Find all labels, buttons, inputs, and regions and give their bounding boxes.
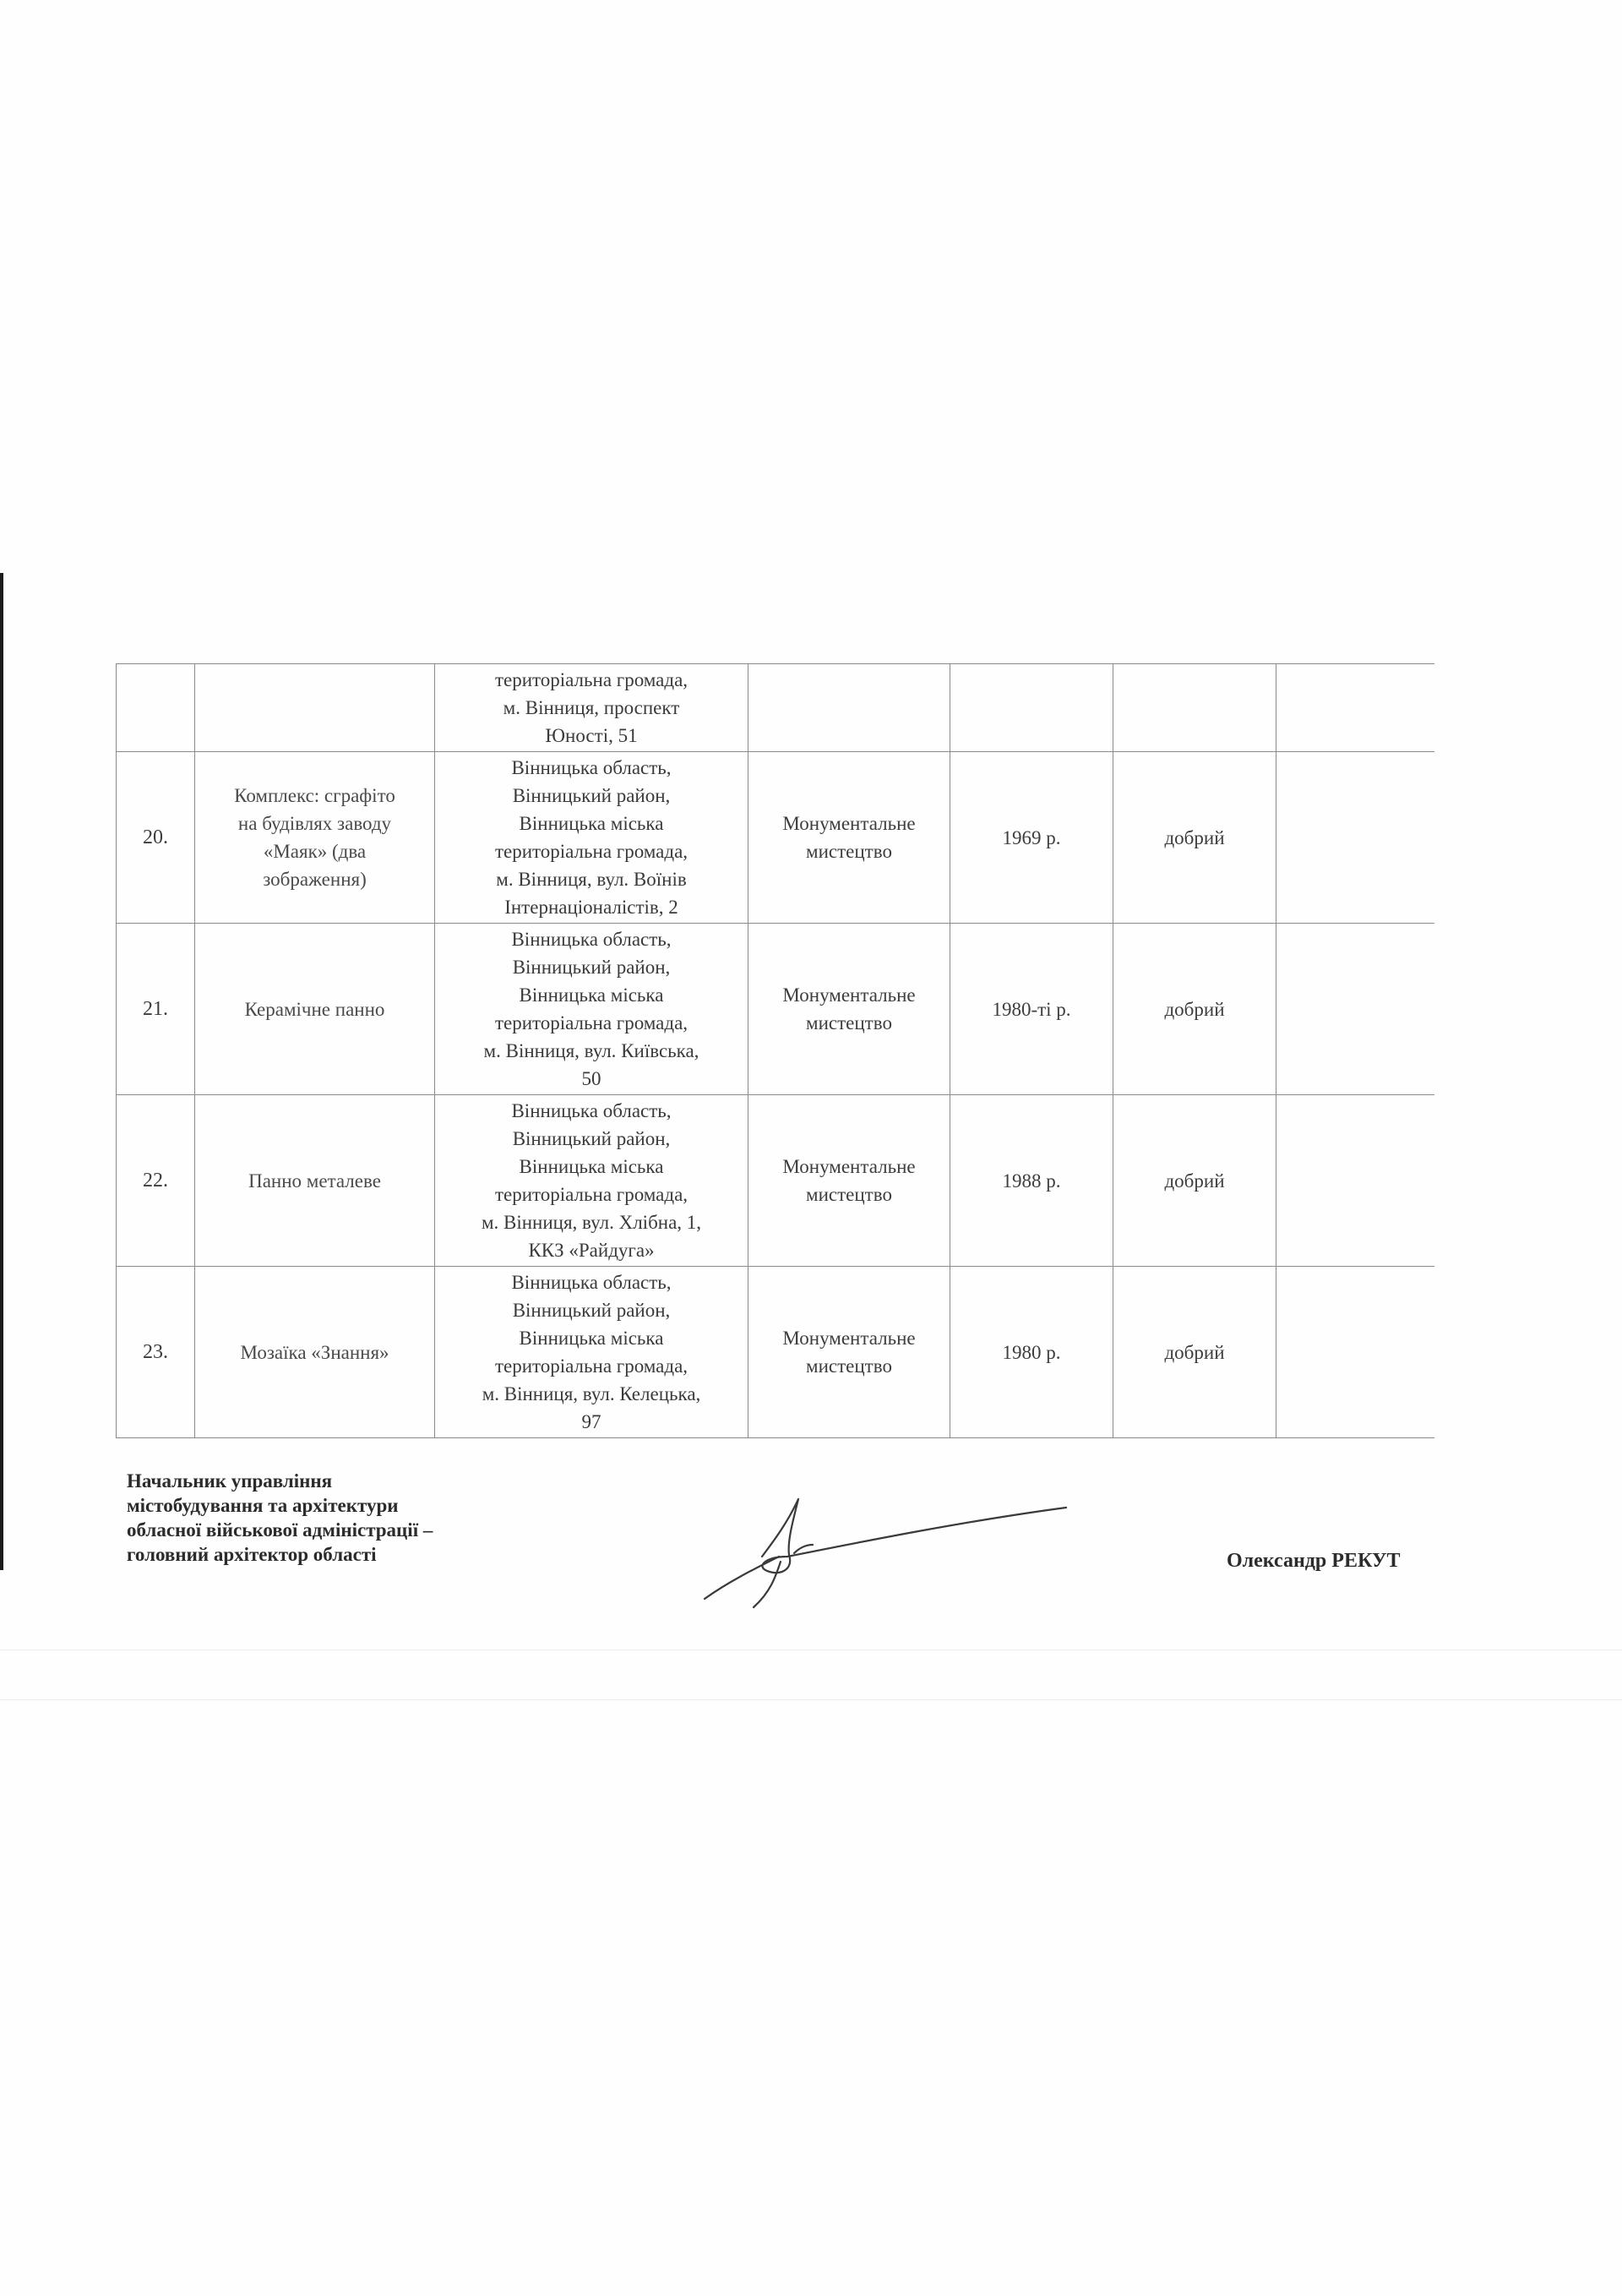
name-line: Мозаїка «Знання» <box>240 1341 389 1363</box>
cell-address <box>435 664 748 752</box>
address-line: Вінницька міська <box>519 1156 664 1177</box>
cell-type <box>748 664 950 752</box>
cell-number: 23. <box>117 1267 195 1438</box>
cell-address <box>435 752 748 924</box>
signatory-position <box>127 1469 433 1567</box>
cell-note <box>1276 1267 1434 1438</box>
cell-name <box>195 924 435 1095</box>
cell-name <box>195 752 435 924</box>
address-line: Інтернаціоналістів, 2 <box>504 897 678 918</box>
address-line: територіальна громада, <box>494 1184 689 1205</box>
type-line: мистецтво <box>806 1012 892 1033</box>
cell-date: 1980 р. <box>950 1267 1113 1438</box>
signature-stroke <box>754 1562 781 1607</box>
type-line: Монументальне <box>782 1328 916 1349</box>
signature-stroke <box>762 1499 1066 1573</box>
address-line: Вінницький район, <box>512 1128 671 1149</box>
table-row <box>117 1267 1434 1438</box>
cell-note <box>1276 752 1434 924</box>
address-line: Вінницька міська <box>519 813 664 834</box>
scan-edge-artifact <box>0 573 3 1570</box>
address-line: територіальна громада, <box>494 841 689 862</box>
cell-date <box>950 664 1113 752</box>
type-line: мистецтво <box>806 1355 892 1377</box>
monuments-table <box>116 663 1434 1438</box>
address-line: м. Вінниця, вул. Хлібна, 1, <box>481 1212 702 1233</box>
address-line: Вінницький район, <box>512 957 671 978</box>
cell-type <box>748 752 950 924</box>
name-line: Комплекс: сграфіто <box>234 785 395 806</box>
table-row <box>117 924 1434 1095</box>
cell-condition: добрий <box>1113 752 1276 924</box>
cell-condition: добрий <box>1113 924 1276 1095</box>
name-line: Панно металеве <box>248 1170 381 1192</box>
address-line: Вінницька область, <box>511 1100 672 1121</box>
signer-name: Олександр РЕКУТ <box>1227 1550 1401 1572</box>
cell-name <box>195 1095 435 1267</box>
cell-condition: добрий <box>1113 1095 1276 1267</box>
address-line: Вінницький район, <box>512 1300 671 1321</box>
name-line: Керамічне панно <box>244 998 385 1020</box>
cell-name <box>195 1267 435 1438</box>
cell-address <box>435 1095 748 1267</box>
type-line: мистецтво <box>806 841 892 862</box>
address-line: Вінницька міська <box>519 1328 664 1349</box>
type-line: Монументальне <box>782 984 916 1006</box>
address-line: Вінницький район, <box>512 785 671 806</box>
cell-condition <box>1113 664 1276 752</box>
cell-type <box>748 1095 950 1267</box>
cell-number: 21. <box>117 924 195 1095</box>
type-line: мистецтво <box>806 1184 892 1205</box>
type-line: Монументальне <box>782 1156 916 1177</box>
position-line: головний архітектор області <box>127 1544 377 1565</box>
cell-condition: добрий <box>1113 1267 1276 1438</box>
cell-note <box>1276 924 1434 1095</box>
cell-date: 1988 р. <box>950 1095 1113 1267</box>
scan-line-artifact <box>0 1699 1622 1700</box>
address-line: Вінницька область, <box>511 757 672 778</box>
position-line: містобудування та архітектури <box>127 1495 399 1516</box>
address-line: м. Вінниця, вул. Воїнів <box>496 869 687 890</box>
table-row <box>117 752 1434 924</box>
cell-date: 1969 р. <box>950 752 1113 924</box>
name-line: зображення) <box>263 869 367 890</box>
address-line: Юності, 51 <box>545 725 638 746</box>
cell-note <box>1276 1095 1434 1267</box>
address-line: територіальна громада, <box>494 669 689 690</box>
handwritten-signature <box>694 1489 1075 1616</box>
cell-address <box>435 924 748 1095</box>
address-line: ККЗ «Райдуга» <box>528 1240 655 1261</box>
address-line: Вінницька міська <box>519 984 664 1006</box>
table-row-continuation <box>117 664 1434 752</box>
cell-type <box>748 924 950 1095</box>
address-line: м. Вінниця, проспект <box>503 697 680 718</box>
table-row <box>117 1095 1434 1267</box>
address-line: м. Вінниця, вул. Келецька, <box>482 1383 701 1404</box>
cell-address <box>435 1267 748 1438</box>
cell-number <box>117 664 195 752</box>
cell-note <box>1276 664 1434 752</box>
address-line: м. Вінниця, вул. Київська, <box>483 1040 699 1061</box>
position-line: обласної військової адміністрації – <box>127 1519 433 1541</box>
address-line: територіальна громада, <box>494 1012 689 1033</box>
address-line: Вінницька область, <box>511 1272 672 1293</box>
type-line: Монументальне <box>782 813 916 834</box>
cell-date: 1980-ті р. <box>950 924 1113 1095</box>
cell-name <box>195 664 435 752</box>
name-line: на будівлях заводу <box>237 813 392 834</box>
position-line: Начальник управління <box>127 1470 333 1492</box>
address-line: 97 <box>581 1411 601 1432</box>
cell-number: 22. <box>117 1095 195 1267</box>
cell-number: 20. <box>117 752 195 924</box>
name-line: «Маяк» (два <box>263 841 367 862</box>
address-line: Вінницька область, <box>511 929 672 950</box>
address-line: 50 <box>581 1068 601 1089</box>
cell-type <box>748 1267 950 1438</box>
address-line: територіальна громада, <box>494 1355 689 1377</box>
